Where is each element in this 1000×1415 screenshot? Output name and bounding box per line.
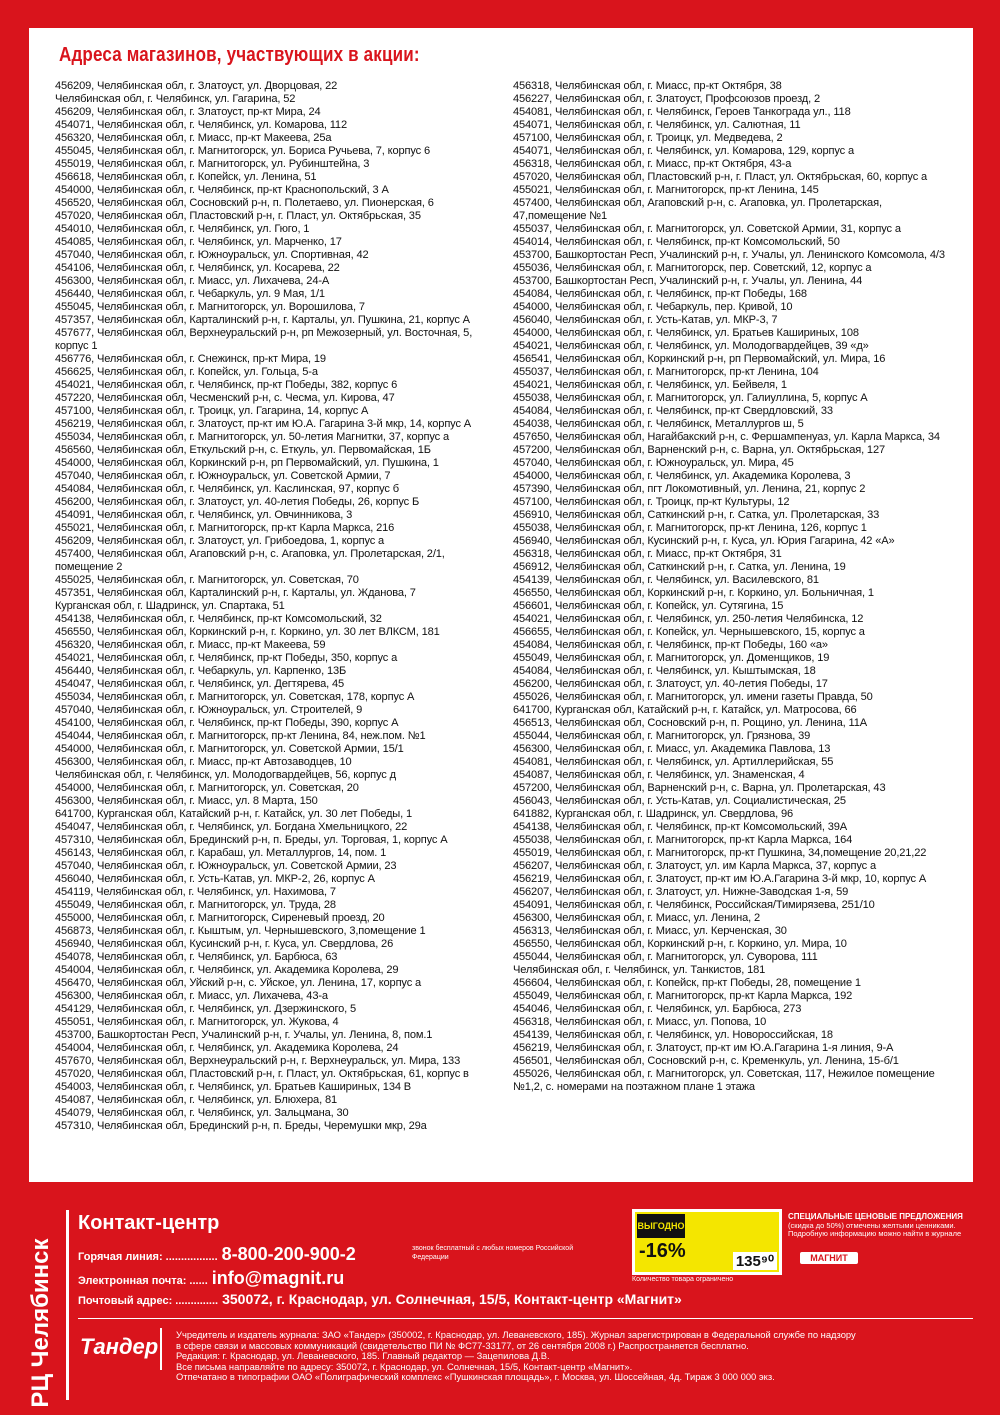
address-item: 454021, Челябинская обл, г. Челябинск, ул. 250-летия Челябинска, 12 [513,613,864,625]
address-item: 456440, Челябинская обл, г. Чебаркуль, ул. 9 Мая, 1/1 [55,288,325,300]
address-item: 454091, Челябинская обл, г. Челябинск, ул. Овчинникова, 3 [55,509,353,521]
address-item: 456300, Челябинская обл, г. Миасс, ул. Лихачева, 43-а [55,990,328,1002]
address-item: 455000, Челябинская обл, г. Магнитогорск, Сиреневый проезд, 20 [55,912,385,924]
address-item: 454119, Челябинская обл, г. Челябинск, ул. Нахимова, 7 [55,886,336,898]
address-item: 457400, Челябинская обл, Агаповский р-н, с. Агаповка, ул. Пролетарская, 2/1, помещение 2 [55,548,445,573]
address-item: 457200, Челябинская обл, Варненский р-н, с. Варна, ул. Пролетарская, 43 [513,782,886,794]
address-item: 454084, Челябинская обл, г. Челябинск, пр-кт Победы, 160 «а» [513,639,828,651]
special-offers-title: СПЕЦИАЛЬНЫЕ ЦЕНОВЫЕ ПРЕДЛОЖЕНИЯ [788,1212,963,1221]
special-offers-text: (скидка до 50%) отмечены желтыми ценниками. Подробную информацию можно найти в журнале [788,1220,962,1238]
address-item: 457200, Челябинская обл, Варненский р-н, с. Варна, ул. Октябрьская, 127 [513,444,885,456]
address-item: 454071, Челябинская обл, г. Челябинск, ул. Комарова, 129, корпус а [513,145,855,157]
address-item: 457310, Челябинская обл, Брединский р-н, п. Бреды, Черемушки мкр, 29а [55,1120,427,1132]
address-item: 454129, Челябинская обл, г. Челябинск, ул. Дзержинского, 5 [55,1003,357,1015]
address-item: 454004, Челябинская обл, г. Челябинск, ул. Академика Королева, 29 [55,964,399,976]
address-item: 454000, Челябинская обл, г. Магнитогорск, ул. Советской Армии, 15/1 [55,743,404,755]
address-item: 455019, Челябинская обл, г. Магнитогорск, ул. Рубинштейна, 3 [55,158,370,170]
address-item: Челябинская обл, г. Челябинск, ул. Гагарина, 52 [55,93,296,105]
address-item: 457100, Челябинская обл, г. Троицк, ул. Гагарина, 14, корпус А [55,405,369,417]
address-item: 641882, Курганская обл, г. Шадринск, ул. Свердлова, 96 [513,808,794,820]
address-item: 454100, Челябинская обл, г. Челябинск, пр-кт Победы, 390, корпус А [55,717,399,729]
address-item: 641700, Курганская обл, Катайский р-н, г. Катайск, ул. Матросова, 66 [513,704,857,716]
address-item: 455021, Челябинская обл, г. Магнитогорск, пр-кт Ленина, 145 [513,184,819,196]
address-item: 454081, Челябинская обл, г. Челябинск, Героев Танкограда ул., 118 [513,106,851,118]
address-item: 456320, Челябинская обл, г. Миасс, пр-кт Макеева, 25а [55,132,332,144]
legal-line: Учредитель и издатель журнала: ЗАО «Тандер» (350002, г. Краснодар, ул. Леваневского, 185). Журнал зарегистрирован в Федеральной службе по надзору [176,1329,856,1340]
address-item: 454084, Челябинская обл, г. Челябинск, пр-кт Победы, 168 [513,288,807,300]
address-item: 456541, Челябинская обл, Коркинский р-н, рп Первомайский, ул. Мира, 16 [513,353,886,365]
address-item: 454079, Челябинская обл, г. Челябинск, ул. Зальцмана, 30 [55,1107,349,1119]
address-item: Челябинская обл, г. Челябинск, ул. Танкистов, 181 [513,964,766,976]
address-item: 454038, Челябинская обл, г. Челябинск, Металлургов ш, 5 [513,418,804,430]
address-item: 455025, Челябинская обл, г. Магнитогорск, ул. Советская, 70 [55,574,359,586]
promo-badge: ВЫГОДНО [637,1214,685,1238]
address-item: 454071, Челябинская обл, г. Челябинск, ул. Комарова, 112 [55,119,347,131]
addresses-panel [29,28,973,1182]
tander-logo: Тандер [80,1334,159,1359]
region-label: РЦ Челябинск [27,1238,54,1408]
address-item: 454004, Челябинская обл, г. Челябинск, ул. Академика Королева, 24 [55,1042,399,1054]
address-item: 456912, Челябинская обл, Саткинский р-н, г. Сатка, ул. Ленина, 19 [513,561,846,573]
address-item: 454003, Челябинская обл, г. Челябинск, ул. Братьев Кашириных, 134 В [55,1081,412,1093]
hotline-number[interactable]: 8-800-200-900-2 [221,1244,356,1264]
address-item: 456940, Челябинская обл, Кусинский р-н, г. Куса, ул. Свердлова, 26 [55,938,394,950]
address-item: 456550, Челябинская обл, Коркинский р-н, г. Коркино, ул. 30 лет ВЛКСМ, 181 [55,626,440,638]
address-item: 456300, Челябинская обл, г. Миасс, ул. Лихачева, 24-А [55,275,330,287]
address-item: 456318, Челябинская обл, г. Миасс, пр-кт Октября, 43-а [513,158,792,170]
address-item: 454000, Челябинская обл, г. Челябинск, ул. Братьев Кашириных, 108 [513,327,859,339]
address-item: 456601, Челябинская обл, г. Копейск, ул. Сутягина, 15 [513,600,784,612]
address-item: 456318, Челябинская обл, г. Миасс, ул. Попова, 10 [513,1016,767,1028]
address-item: 454010, Челябинская обл, г. Челябинск, ул. Гюго, 1 [55,223,310,235]
page-title: Адреса магазинов, участвующих в акции: [59,44,420,66]
address-item: 453700, Башкортостан Респ, Учалинский р-н, г. Учалы, ул. Ленина, 8, пом.1 [55,1029,433,1041]
address-item: 456520, Челябинская обл, Сосновский р-н, п. Полетаево, ул. Пионерская, 6 [55,197,434,209]
address-item: 455019, Челябинская обл, г. Магнитогорск, пр-кт Пушкина, 34,помещение 20,21,22 [513,847,927,859]
tander-logo-bar [160,1328,162,1370]
address-item: Курганская обл, г. Шадринск, ул. Спартака, 51 [55,600,285,612]
address-item: 454084, Челябинская обл, г. Челябинск, ул. Кыштымская, 18 [513,665,816,677]
address-item: 457040, Челябинская обл, г. Южноуральск, ул. Спортивная, 42 [55,249,369,261]
address-item: 453700, Башкортостан Респ, Учалинский р-н, г. Учалы, ул. Ленинского Комсомола, 4/3 [513,249,945,261]
address-item: 455037, Челябинская обл, г. Магнитогорск, пр-кт Ленина, 104 [513,366,819,378]
address-item: 456513, Челябинская обл, Сосновский р-н, п. Рощино, ул. Ленина, 11А [513,717,868,729]
address-item: 457650, Челябинская обл, Нагайбакский р-н, с. Фершампенуаз, ул. Карла Маркса, 34 [513,431,940,443]
address-item: 454047, Челябинская обл, г. Челябинск, ул. Богдана Хмельницкого, 22 [55,821,408,833]
address-item: 457677, Челябинская обл, Верхнеуральский р-н, рп Межозерный, ул. Восточная, 5, корпус 1 [55,327,473,352]
address-item: 457020, Челябинская обл, Пластовский р-н, г. Пласт, ул. Октябрьская, 61, корпус в [55,1068,469,1080]
postal-address: 350072, г. Краснодар, ул. Солнечная, 15/5, Контакт-центр «Магнит» [222,1291,682,1307]
address-item: 457040, Челябинская обл, г. Южноуральск, ул. Мира, 45 [513,457,794,469]
address-item: 456300, Челябинская обл, г. Миасс, ул. Академика Павлова, 13 [513,743,831,755]
address-item: 455049, Челябинская обл, г. Магнитогорск, ул. Труда, 28 [55,899,336,911]
address-item: 455038, Челябинская обл, г. Магнитогорск, ул. Галиуллина, 5, корпус А [513,392,868,404]
address-item: 456618, Челябинская обл, г. Копейск, ул. Ленина, 51 [55,171,317,183]
address-item: 456209, Челябинская обл, г. Златоуст, пр-кт Мира, 24 [55,106,321,118]
footer-divider-vertical [66,1210,69,1400]
address-item: 456560, Челябинская обл, Еткульский р-н, с. Еткуль, ул. Первомайская, 1Б [55,444,431,456]
email-row [78,1268,344,1289]
address-item: 454000, Челябинская обл, г. Магнитогорск, ул. Советская, 20 [55,782,359,794]
legal-line: Все письма направляйте по адресу: 350072, г. Краснодар, ул. Солнечная, 15/5, Контакт-центр «Магнит». [176,1360,633,1372]
legal-line: Отпечатано в типографии ОАО «Полиграфический комплекс «Пушкинская площадь», г. Москва, ул. Шосcейная, 4д. Тираж 3 000 000 экз. [176,1371,775,1382]
address-item: 457310, Челябинская обл, Брединский р-н, п. Бреды, ул. Торговая, 1, корпус А [55,834,448,846]
address-item: 455045, Челябинская обл, г. Магнитогорск, ул. Ворошилова, 7 [55,301,365,313]
address-item: 454078, Челябинская обл, г. Челябинск, ул. Барбюса, 63 [55,951,338,963]
address-item: 457040, Челябинская обл, г. Южноуральск, ул. Советской Армии, 7 [55,470,391,482]
address-item: 454021, Челябинская обл, г. Челябинск, ул. Молодогвардейцев, 39 «д» [513,340,869,352]
footer-divider [78,1318,973,1319]
promo-caption: Количество товара ограничено [632,1276,734,1283]
legal-line: в сфере связи и массовых коммуникаций (свидетельство ПИ № ФС77-33177, от 26 сентября 2008 г.) Распространяется бесплатно. [176,1339,749,1351]
address-item: Челябинская обл, г. Челябинск, ул. Молодогвардейцев, 56, корпус д [55,769,396,781]
address-item: 455034, Челябинская обл, г. Магнитогорск, ул. Советская, 178, корпус А [55,691,415,703]
address-item: 456550, Челябинская обл, Коркинский р-н, г. Коркино, ул. Больничная, 1 [513,587,874,599]
address-item: 456200, Челябинская обл, г. Златоуст, ул. 40-летия Победы, 17 [513,678,828,690]
address-item: 454081, Челябинская обл, г. Челябинск, ул. Артиллерийская, 55 [513,756,834,768]
address-item: 454021, Челябинская обл, г. Челябинск, пр-кт Победы, 350, корпус а [55,652,398,664]
address-item: 457100, Челябинская обл, г. Троицк, пр-кт Культуры, 12 [513,496,790,508]
email-link[interactable]: info@magnit.ru [211,1268,345,1288]
hotline-label: Горячая линия: ................. [78,1251,218,1263]
promo-discount: -16% [639,1240,686,1262]
address-item: 457351, Челябинская обл, Карталинский р-н, г. Карталы, ул. Жданова, 7 [55,587,416,599]
address-item: 456219, Челябинская обл, г. Златоуст, пр-кт им Ю.А.Гагарина 1-я линия, 9-А [513,1042,894,1054]
address-item: 456207, Челябинская обл, г. Златоуст, ул. им Карла Маркса, 37, корпус а [513,860,877,872]
address-item: 641700, Курганская обл, Катайский р-н, г. Катайск, ул. 30 лет Победы, 1 [55,808,413,820]
address-item: 454021, Челябинская обл, г. Челябинск, пр-кт Победы, 382, корпус 6 [55,379,398,391]
address-item: 456040, Челябинская обл, г. Усть-Катав, ул. МКР-3, 7 [513,314,778,326]
address-item: 455049, Челябинская обл, г. Магнитогорск, пр-кт Карла Маркса, 192 [513,990,853,1002]
hotline-note: звонок бесплатный с любых номеров Российской Федерации [412,1245,574,1261]
address-item: 457020, Челябинская обл, Пластовский р-н, г. Пласт, ул. Октябрьская, 35 [55,210,421,222]
email-label: Электронная почта: ...... [78,1275,208,1287]
address-item: 455038, Челябинская обл, г. Магнитогорск, пр-кт Ленина, 126, корпус 1 [513,522,867,534]
address-item: 457670, Челябинская обл, Верхнеуральский р-н, г. Верхнеуральск, ул. Мира, 133 [55,1055,461,1067]
address-item: 455051, Челябинская обл, г. Магнитогорск, ул. Жукова, 4 [55,1016,339,1028]
address-list-left [55,80,495,1133]
address-item: 454000, Челябинская обл, г. Чебаркуль, пер. Кривой, 10 [513,301,793,313]
address-item: 456040, Челябинская обл, г. Усть-Катав, ул. МКР-2, 26, корпус А [55,873,375,885]
address-item: 454139, Челябинская обл, г. Челябинск, ул. Новороссийская, 18 [513,1029,833,1041]
address-item: 456320, Челябинская обл, г. Миасс, пр-кт Макеева, 59 [55,639,326,651]
address-item: 456227, Челябинская обл, г. Златоуст, Профсоюзов проезд, 2 [513,93,820,105]
address-item: 454087, Челябинская обл, г. Челябинск, ул. Блюхера, 81 [55,1094,337,1106]
address-item: 456143, Челябинская обл, г. Карабаш, ул. Металлургов, 14, пом. 1 [55,847,387,859]
address-item: 456873, Челябинская обл, г. Кыштым, ул. Чернышевского, 3,помещение 1 [55,925,426,937]
address-item: 457040, Челябинская обл, г. Южноуральск, ул. Советской Армии, 23 [55,860,397,872]
address-item: 456300, Челябинская обл, г. Миасс, ул. 8 Марта, 150 [55,795,318,807]
address-item: 454047, Челябинская обл, г. Челябинск, ул. Дегтярева, 45 [55,678,345,690]
address-list-right [513,80,953,1094]
hotline-row [78,1244,356,1265]
address-item: 455045, Челябинская обл, г. Магнитогорск, ул. Бориса Ручьева, 7, корпус 6 [55,145,430,157]
price-tag-image [632,1209,782,1275]
address-item: 456776, Челябинская обл, г. Снежинск, пр-кт Мира, 19 [55,353,326,365]
address-item: 454000, Челябинская обл, Коркинский р-н, рп Первомайский, ул. Пушкина, 1 [55,457,439,469]
address-item: 456200, Челябинская обл, г. Златоуст, ул. 40-летия Победы, 26, корпус Б [55,496,420,508]
address-item: 456940, Челябинская обл, Кусинский р-н, г. Куса, ул. Юрия Гагарина, 42 «А» [513,535,895,547]
address-item: 454084, Челябинская обл, г. Челябинск, ул. Каслинская, 97, корпус б [55,483,399,495]
address-item: 456655, Челябинская обл, г. Копейск, ул. Чернышевского, 15, корпус а [513,626,865,638]
address-item: 455044, Челябинская обл, г. Магнитогорск, ул. Суворова, 111 [513,951,818,963]
address-item: 455026, Челябинская обл, г. Магнитогорск, ул. имени газеты Правда, 50 [513,691,873,703]
address-item: 457040, Челябинская обл, г. Южноуральск, ул. Строителей, 9 [55,704,363,716]
address-item: 453700, Башкортостан Респ, Учалинский р-н, г. Учалы, ул. Ленина, 44 [513,275,863,287]
address-item: 457400, Челябинская обл, Агаповский р-н, с. Агаповка, ул. Пролетарская, 47,помещение №1 [513,197,882,222]
address-item: 454106, Челябинская обл, г. Челябинск, ул. Косарева, 22 [55,262,340,274]
address-item: 455038, Челябинская обл, г. Магнитогорск, пр-кт Карла Маркса, 164 [513,834,853,846]
address-item: 454084, Челябинская обл, г. Челябинск, пр-кт Свердловский, 33 [513,405,833,417]
address-item: 454021, Челябинская обл, г. Челябинск, ул. Бейвеля, 1 [513,379,787,391]
address-item: 455049, Челябинская обл, г. Магнитогорск, ул. Доменщиков, 19 [513,652,830,664]
address-item: 454087, Челябинская обл, г. Челябинск, ул. Знаменская, 4 [513,769,805,781]
address-item: 456318, Челябинская обл, г. Миасс, пр-кт Октября, 38 [513,80,782,92]
address-item: 456318, Челябинская обл, г. Миасс, пр-кт Октября, 31 [513,548,782,560]
contact-center-title: Контакт-центр [78,1212,220,1234]
promo-price: 135⁹⁰ [733,1252,777,1270]
address-item: 456910, Челябинская обл, Саткинский р-н, г. Сатка, ул. Пролетарская, 33 [513,509,880,521]
address-item: 456625, Челябинская обл, г. Копейск, ул. Гольца, 5-а [55,366,318,378]
address-item: 456209, Челябинская обл, г. Златоуст, ул. Грибоедова, 1, корпус а [55,535,385,547]
address-item: 454046, Челябинская обл, г. Челябинск, ул. Барбюса, 273 [513,1003,802,1015]
address-item: 456219, Челябинская обл, г. Златоуст, пр-кт им Ю.А.Гагарина 3-й мкр, 10, корпус А [513,873,927,885]
address-item: 456550, Челябинская обл, Коркинский р-н, г. Коркино, ул. Мира, 10 [513,938,847,950]
address-item: 456470, Челябинская обл, Уйский р-н, с. Уйское, ул. Ленина, 17, корпус а [55,977,422,989]
address-item: 454044, Челябинская обл, г. Магнитогорск, пр-кт Ленина, 84, неж.пом. №1 [55,730,426,742]
address-item: 454014, Челябинская обл, г. Челябинск, пр-кт Комсомольский, 50 [513,236,840,248]
address-item: 455021, Челябинская обл, г. Магнитогорск, пр-кт Карла Маркса, 216 [55,522,395,534]
address-item: 454139, Челябинская обл, г. Челябинск, ул. Василевского, 81 [513,574,819,586]
address-item: 454071, Челябинская обл, г. Челябинск, ул. Салютная, 11 [513,119,801,131]
magnit-logo: МАГНИТ [800,1252,858,1264]
address-item: 454000, Челябинская обл, г. Челябинск, ул. Академика Королева, 3 [513,470,851,482]
address-item: 456300, Челябинская обл, г. Миасс, пр-кт Автозаводцев, 10 [55,756,352,768]
address-item: 457357, Челябинская обл, Карталинский р-н, г. Карталы, ул. Пушкина, 21, корпус А [55,314,470,326]
address-item: 454138, Челябинская обл, г. Челябинск, пр-кт Комсомольский, 32 [55,613,382,625]
address-item: 454000, Челябинская обл, г. Челябинск, пр-кт Краснопольский, 3 А [55,184,389,196]
postal-row [78,1291,682,1309]
postal-label: Почтовый адрес: .............. [78,1295,219,1307]
address-item: 456209, Челябинская обл, г. Златоуст, ул. Дворцовая, 22 [55,80,338,92]
address-item: 455026, Челябинская обл, г. Магнитогорск, ул. Советская, 117, Нежилое помещение №1,2, с. номерами на поэтажном плане 1 этажа [513,1068,935,1093]
address-item: 456300, Челябинская обл, г. Миасс, ул. Ленина, 2 [513,912,760,924]
address-item: 455036, Челябинская обл, г. Магнитогорск, пер. Советский, 12, корпус а [513,262,872,274]
special-offers-note [788,1213,963,1239]
address-item: 456043, Челябинская обл, г. Усть-Катав, ул. Социалистическая, 25 [513,795,846,807]
legal-line: Редакция: г. Краснодар, ул. Леваневского, 185. Главный редактор — Зацепилова Д.В. [176,1350,550,1361]
address-item: 457020, Челябинская обл, Пластовский р-н, г. Пласт, ул. Октябрьская, 60, корпус а [513,171,928,183]
address-item: 454138, Челябинская обл, г. Челябинск, пр-кт Комсомольский, 39А [513,821,848,833]
address-item: 456501, Челябинская обл, Сосновский р-н, с. Кременкуль, ул. Ленина, 15-б/1 [513,1055,899,1067]
address-item: 457100, Челябинская обл, г. Троицк, ул. Медведева, 2 [513,132,783,144]
address-item: 456207, Челябинская обл, г. Златоуст, ул. Нижне-Заводская 1-я, 59 [513,886,849,898]
address-item: 457220, Челябинская обл, Чесменский р-н, с. Чесма, ул. Кирова, 47 [55,392,395,404]
legal-imprint [176,1330,976,1383]
address-item: 455034, Челябинская обл, г. Магнитогорск, ул. 50-летия Магнитки, 37, корпус а [55,431,450,443]
address-item: 456440, Челябинская обл, г. Чебаркуль, ул. Карпенко, 13Б [55,665,347,677]
address-item: 455037, Челябинская обл, г. Магнитогорск, ул. Советской Армии, 31, корпус а [513,223,901,235]
address-item: 456219, Челябинская обл, г. Златоуст, пр-кт им Ю.А. Гагарина 3-й мкр, 14, корпус А [55,418,472,430]
address-item: 456604, Челябинская обл, г. Копейск, пр-кт Победы, 28, помещение 1 [513,977,861,989]
address-item: 455044, Челябинская обл, г. Магнитогорск, ул. Грязнова, 39 [513,730,811,742]
address-item: 454091, Челябинская обл, г. Челябинск, Российская/Тимирязева, 251/10 [513,899,875,911]
address-item: 457390, Челябинская обл, пгт Локомотивный, ул. Ленина, 21, корпус 2 [513,483,866,495]
address-item: 454085, Челябинская обл, г. Челябинск, ул. Марченко, 17 [55,236,342,248]
address-item: 456313, Челябинская обл, г. Миасс, ул. Керченская, 30 [513,925,787,937]
